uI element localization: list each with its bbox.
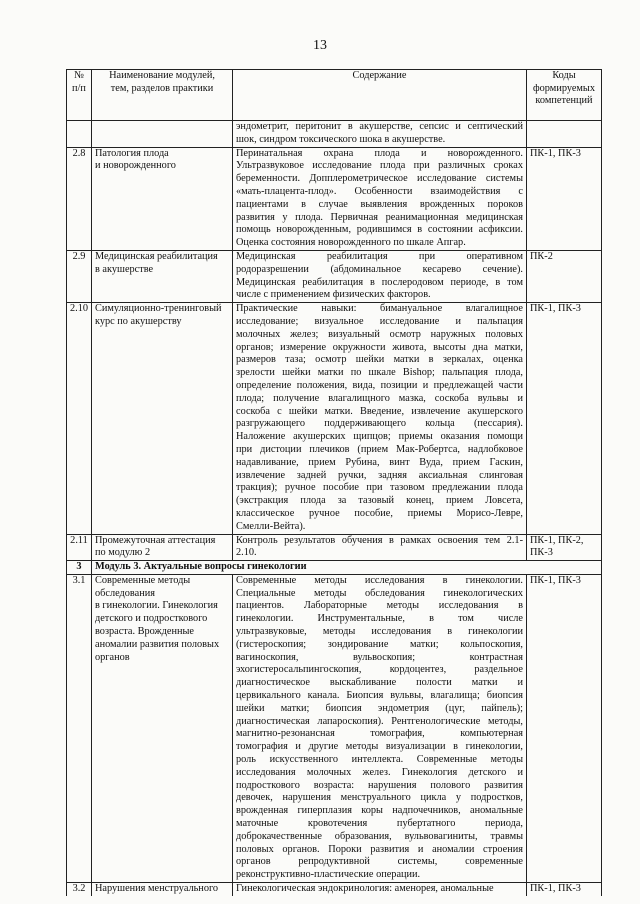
row-codes (527, 303, 602, 534)
text-line: курс по акушерству (95, 315, 182, 327)
header-module-name (92, 70, 233, 121)
table-row (67, 883, 602, 896)
text-line: Контроль результатов обучения в рамках освоения тем 2.1- (236, 534, 523, 546)
text-line: пациентов. Лабораторные методы исследования в (236, 600, 523, 612)
text-line: п/п (72, 82, 86, 94)
text-line: классическое ручное пособие, приемы Морисо-Левре, (236, 507, 523, 519)
text-line: эндометрит, перитонит в акушерстве, сепсис и септический (236, 121, 523, 132)
header-content (233, 70, 527, 121)
row-content (233, 303, 527, 534)
text-line: Патология плода (95, 147, 169, 159)
text-line: ПК-1, ПК-3 (530, 303, 581, 315)
text-line: вагиноскопия, вульвоскопия; контрастная (236, 651, 523, 663)
text-line: пациентами в случае выявления врожденных пороков (236, 198, 523, 210)
text-line: органов; измерение окружности живота, высоты дна матки, (236, 341, 523, 353)
module-number: 3 (67, 561, 92, 575)
row-topic-name (92, 147, 233, 250)
text-line: Медицинская реабилитация при оперативном (236, 250, 523, 262)
text-line: Современные методы (95, 574, 191, 586)
row-content (233, 250, 527, 302)
row-number: 2.9 (67, 250, 92, 302)
text-line: числе с применением физических факторов. (236, 289, 431, 301)
text-line: диагностическая лапароскопия). Рентгенологические методы, (236, 715, 523, 727)
text-line: Нарушения менструального (95, 883, 219, 895)
table-row (67, 121, 602, 148)
row-topic-name (92, 303, 233, 534)
text-line: ПК-1, ПК-2, (530, 534, 584, 546)
row-content (233, 883, 527, 896)
text-line: обследования (95, 587, 155, 599)
text-line: ПК-2 (530, 250, 553, 262)
row-number: 3.2 (67, 883, 92, 896)
text-line: Современные методы исследования в гинекологии. (236, 574, 523, 586)
text-line: компетенций (535, 95, 593, 107)
text-line: органов репродуктивной системы, современные (236, 856, 523, 868)
header-number (67, 70, 92, 121)
row-topic-name (92, 534, 233, 561)
row-content (233, 121, 527, 148)
text-line: при дистоции плечиков (прием Мак-Робертса, надлобковое (236, 443, 523, 455)
row-number: 2.10 (67, 303, 92, 534)
text-line: эхогистеросальпингоскопия, кордоцентез, раздельное (236, 664, 523, 676)
text-line: ПК-1, ПК-3 (530, 883, 581, 895)
text-line: тем, разделов практики (110, 82, 214, 94)
text-line: 2.10. (236, 547, 257, 559)
text-line: ПК-1, ПК-3 (530, 574, 581, 586)
row-codes (527, 121, 602, 148)
table-row (67, 250, 602, 302)
row-topic-name (92, 883, 233, 896)
table-row (67, 534, 602, 561)
row-topic-name (92, 574, 233, 882)
text-line: шейки матки; биопсия эндометрия (цуг, пайпель); (236, 702, 523, 714)
text-line: маточные кровотечения пубертатного периода, (236, 818, 523, 830)
text-line: молочных желез; визуальный осмотр наружных половых (236, 328, 523, 340)
text-line: Смелли-Вейта). (236, 520, 306, 532)
row-codes (527, 250, 602, 302)
text-line: № (74, 70, 84, 81)
text-line: Ультразвуковое исследование плода при различных сроках (236, 160, 523, 172)
text-line: определение положения, вида, позиции и предлежащей части (236, 379, 523, 391)
text-line: роль искусственного интеллекта. Современные методы (236, 754, 523, 766)
table-row (67, 574, 602, 882)
text-line: диагностическое выскабливание полости матки и (236, 677, 523, 689)
text-line: детского и подросткового (95, 613, 208, 625)
row-number: 2.11 (67, 534, 92, 561)
row-number (67, 121, 92, 148)
text-line: Наименование модулей, (109, 70, 215, 81)
text-line: Медицинская реабилитация (95, 250, 218, 262)
text-line: извлечение задней ручки, задняя аксиальная слинговая (236, 469, 523, 481)
text-line: ПК-1, ПК-3 (530, 147, 581, 159)
text-line: родоразрешении (абдоминальное кесарево сечение). (236, 263, 523, 275)
text-line: тракция); ручное пособие при тазовом предлежании плода (236, 482, 523, 494)
text-line: соскоба с шейки матки. Введение, извлечение акушерского (236, 405, 523, 417)
row-codes (527, 147, 602, 250)
text-line: Практические навыки: бимануальное влагалищное (236, 303, 523, 315)
row-topic-name (92, 121, 233, 148)
text-line: помощь новорожденным, родившимся в состоянии асфиксии. (236, 224, 523, 236)
text-line: органов (95, 651, 130, 663)
text-line: магнитно-резонансная томография, компьютерная (236, 728, 523, 740)
text-line: плода; получение влагалищного мазка, соскоба вульвы и (236, 392, 523, 404)
text-line: исследование; визуальное исследование и пальпация (236, 315, 523, 327)
text-line: врожденная гиперплазия коры надпочечников, аномальные (236, 805, 523, 817)
text-line: доброкачественные образования, вульвовагиниты, травмы (236, 830, 523, 842)
text-line: девочек, нарушения менструального цикла у подростков, (236, 792, 523, 804)
row-content (233, 574, 527, 882)
text-line: шок, синдром токсического шока в акушерстве. (236, 133, 446, 145)
text-line: и новорожденного (95, 160, 176, 172)
text-line: разгружающего поддерживающего кольца (пессария). (236, 418, 523, 430)
text-line: возраста. Врожденные (95, 626, 194, 638)
text-line: томография и другие методы визуализации в гинекологии, (236, 741, 523, 753)
text-line: исследования молочных желез. Гинекология детского и (236, 766, 523, 778)
curriculum-table (66, 69, 602, 896)
table-row (67, 147, 602, 250)
text-line: в гинекологии. Гинекология (95, 600, 218, 612)
text-line: Содержание (352, 70, 407, 81)
text-line: аномалии развития половых (95, 638, 220, 650)
text-line: гинекологии. Инструментальные, в том числе (236, 613, 523, 625)
text-line: Наложение акушерских щипцов; приемы оказания помощи (236, 431, 523, 443)
text-line: в акушерстве (95, 263, 154, 275)
header-competency-codes (527, 70, 602, 121)
module-heading-row (67, 561, 602, 575)
table-header-row (67, 70, 602, 121)
module-title: Модуль 3. Актуальные вопросы гинекологии (92, 561, 602, 575)
table-row (67, 303, 602, 534)
text-line: (гистероскопия; зондирование матки; кольпоскопия, (236, 638, 523, 650)
row-content (233, 147, 527, 250)
text-line: цервикального канала. Биопсия вульвы, влагалища; биопсия (236, 690, 523, 702)
text-line: Оценка состояния новорожденного по шкале Апгар. (236, 237, 466, 249)
text-line: Специальные методы обследования гинекологических (236, 587, 523, 599)
text-line: надавливание, прием Рубина, винт Вуда, прием Гаскин, (236, 456, 523, 468)
text-line: Перинатальная охрана плода и новорожденного. (236, 147, 523, 159)
row-codes (527, 574, 602, 882)
text-line: размеров таза; осмотр шейки матки в зеркалах, оценка (236, 354, 523, 366)
text-line: по модулю 2 (95, 547, 151, 559)
text-line: ультразвуковые, методы исследования в гинекологии (236, 626, 523, 638)
text-line: Коды (552, 70, 576, 81)
row-codes (527, 534, 602, 561)
text-line: развития у плода. Первичная реанимационная медицинская (236, 211, 523, 223)
text-line: реконструктивно-пластические операции. (236, 869, 421, 881)
row-content (233, 534, 527, 561)
text-line: подросткового возраста: нарушения полового развития (236, 779, 523, 791)
text-line: Промежуточная аттестация (95, 534, 216, 546)
text-line: зрелости шейки матки по шкале Bishop; пальпация плода, (236, 367, 523, 379)
text-line: Медицинская реабилитация в послеродовом периоде, в том (236, 276, 523, 288)
text-line: Симуляционно-тренинговый (95, 303, 222, 315)
row-codes (527, 883, 602, 896)
text-line: формируемых (532, 82, 596, 94)
row-topic-name (92, 250, 233, 302)
page-number: 13 (313, 38, 327, 53)
text-line: половых органов. Пороки развития и аномалии строения (236, 843, 523, 855)
text-line: «мать-плацента-плод». Особенности взаимодействия с (236, 185, 523, 197)
text-line: ПК-3 (530, 547, 553, 559)
text-line: беременности. Допплерометрическое исследование системы (236, 173, 523, 185)
row-number: 3.1 (67, 574, 92, 882)
row-number: 2.8 (67, 147, 92, 250)
text-line: Гинекологическая эндокринология: аменорея, аномальные (236, 883, 494, 895)
text-line: (экстракция плода за тазовый конец, прием Ловсета, (236, 495, 523, 507)
